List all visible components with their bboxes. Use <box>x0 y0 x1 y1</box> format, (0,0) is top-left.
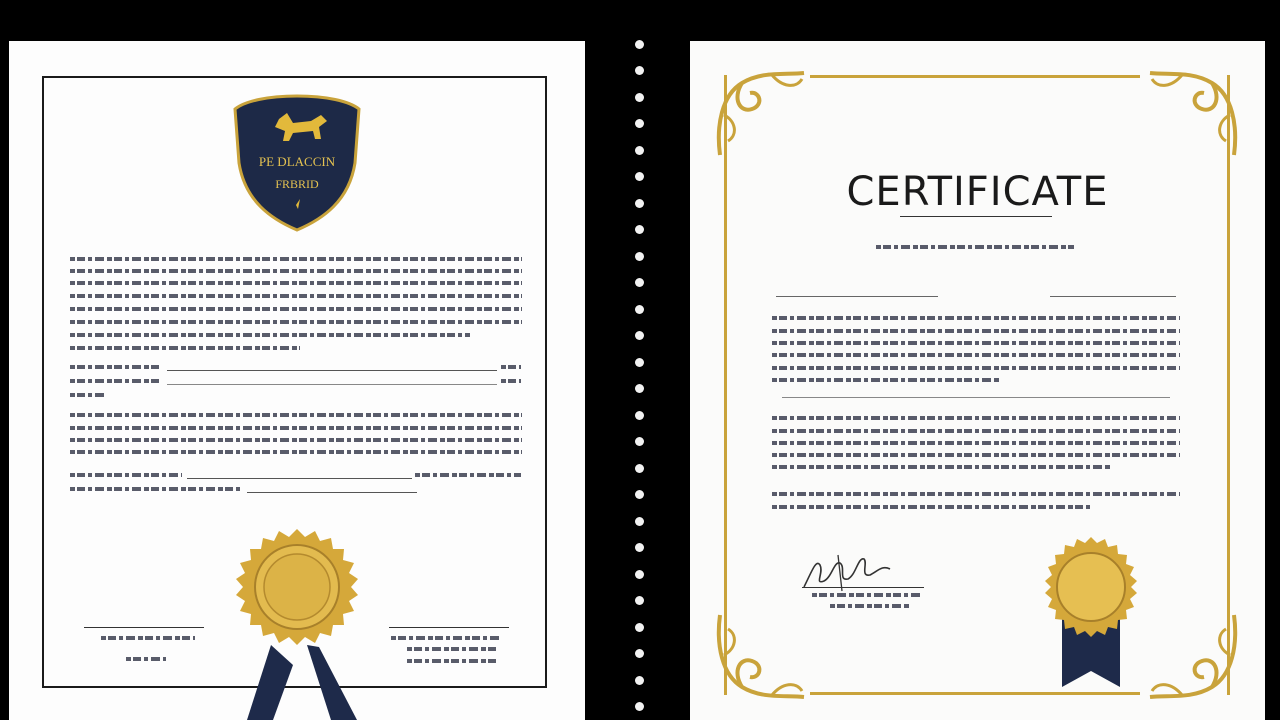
title-underline <box>900 216 1052 217</box>
crest-shield-logo <box>231 93 363 233</box>
signature-caption-left <box>101 636 195 640</box>
fill-in-line <box>167 370 497 371</box>
gold-border-top <box>810 75 1140 78</box>
gold-seal-icon <box>1032 535 1150 695</box>
body-text-line <box>70 333 470 337</box>
gold-seal-icon <box>207 525 387 720</box>
body-text-line <box>70 450 522 454</box>
ornament-corner-bottom-right-icon <box>1142 609 1242 705</box>
body-text-line <box>772 378 1000 382</box>
separator-line <box>782 397 1170 398</box>
signature-subcaption-right <box>407 659 497 663</box>
gold-border <box>724 75 1230 695</box>
body-text-line <box>70 438 522 442</box>
body-text-line <box>70 413 522 417</box>
right-certificate <box>690 41 1265 720</box>
certificate-title: CERTIFICATE <box>846 169 1109 215</box>
body-text-line <box>772 505 1092 509</box>
body-text-line <box>772 329 1180 333</box>
signature-line-right <box>389 627 509 628</box>
field-label <box>70 473 182 477</box>
field-label <box>415 473 521 477</box>
body-text-line <box>70 281 522 285</box>
ornament-corner-top-left-icon <box>712 65 812 161</box>
field-label <box>70 379 162 383</box>
body-text-line <box>772 416 1180 420</box>
ornament-corner-bottom-left-icon <box>712 609 812 705</box>
body-text-line <box>772 316 1180 320</box>
signature-caption-right <box>407 647 497 651</box>
signature-caption <box>812 593 922 597</box>
body-text-line <box>772 366 1180 370</box>
field-label <box>70 365 160 369</box>
field-label <box>70 393 104 397</box>
name-line-left <box>776 296 938 297</box>
body-text-line <box>772 465 1112 469</box>
body-text-line <box>70 269 522 273</box>
field-label <box>70 487 242 491</box>
perforated-divider <box>632 36 646 720</box>
signature-line-left <box>84 627 204 628</box>
signature-line <box>802 587 924 588</box>
body-text-line <box>70 346 300 350</box>
signature-subcaption <box>830 604 910 608</box>
left-certificate <box>9 41 585 720</box>
body-text-line <box>772 492 1180 496</box>
name-line-right <box>1050 296 1176 297</box>
body-text-line <box>772 429 1180 433</box>
crest-text-line2: FRBRID <box>275 177 319 191</box>
fill-in-line <box>167 384 497 385</box>
body-text-line <box>70 294 522 298</box>
fill-in-line <box>247 492 417 493</box>
body-text-line <box>772 441 1180 445</box>
field-label <box>501 379 521 383</box>
body-text-line <box>70 426 522 430</box>
fill-in-line <box>187 478 412 479</box>
ornament-corner-top-right-icon <box>1142 65 1242 161</box>
body-text-line <box>772 353 1180 357</box>
signature-caption-right <box>391 636 499 640</box>
crest-text-line1: PE DLACCIN <box>258 154 336 169</box>
body-text-line <box>70 320 522 324</box>
field-label <box>501 365 521 369</box>
body-text-line <box>70 307 522 311</box>
signature-subcaption-left <box>126 657 166 661</box>
body-text-line <box>70 257 522 261</box>
body-text-line <box>772 453 1180 457</box>
subtitle-text <box>876 245 1074 249</box>
body-text-line <box>772 341 1180 345</box>
